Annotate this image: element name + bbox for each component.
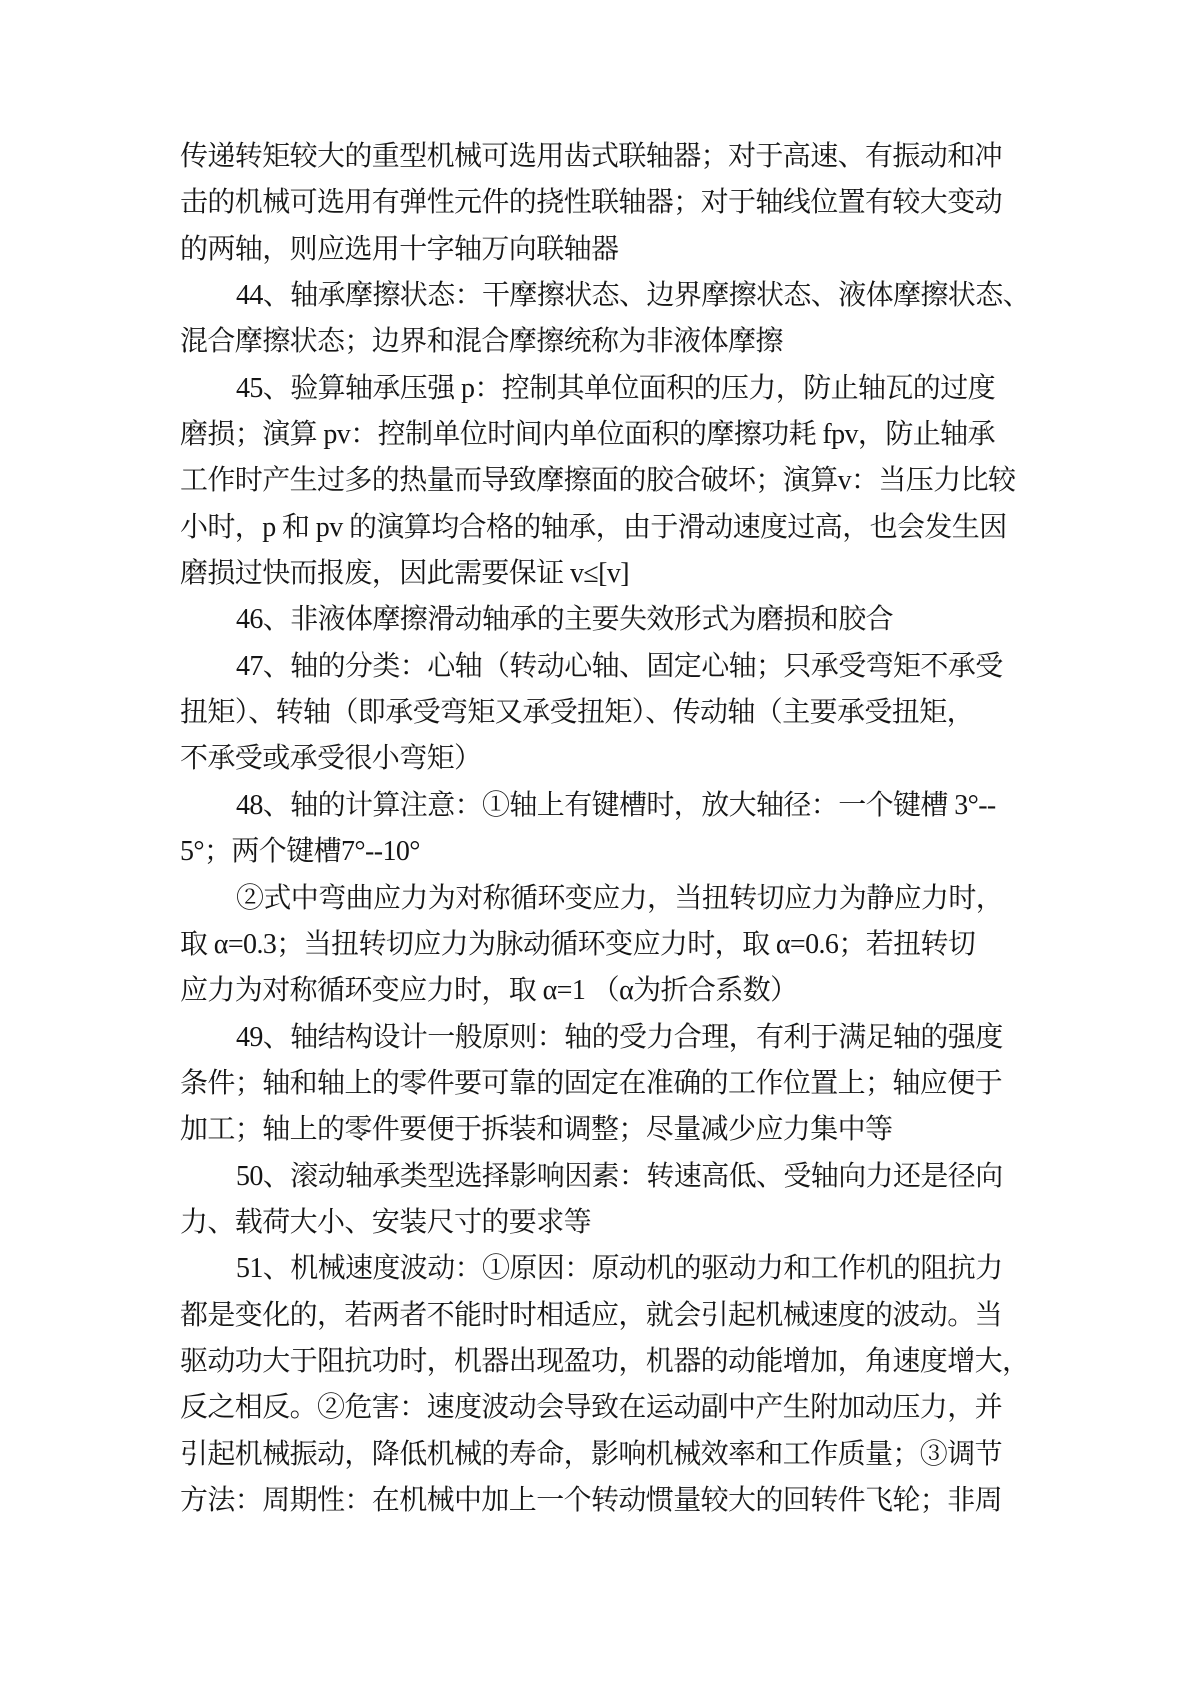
- text-line: ②式中弯曲应力为对称循环变应力，当扭转切应力为静应力时，: [236, 882, 1004, 914]
- text-line: 的两轴，则应选用十字轴万向联轴器: [180, 233, 619, 265]
- text-line: 都是变化的，若两者不能时时相适应，就会引起机械速度的波动。当: [180, 1299, 1003, 1331]
- text-line: 磨损；演算 pv：控制单位时间内单位面积的摩擦功耗 fpv，防止轴承: [180, 419, 995, 451]
- text-line: 44、轴承摩擦状态：干摩擦状态、边界摩擦状态、液体摩擦状态、: [236, 280, 1031, 312]
- text-line: 磨损过快而报废，因此需要保证 v≤[v]: [180, 558, 630, 590]
- text-line: 49、轴结构设计一般原则：轴的受力合理，有利于满足轴的强度: [236, 1021, 1003, 1053]
- text-line: 51、机械速度波动：①原因：原动机的驱动力和工作机的阻抗力: [236, 1253, 1003, 1285]
- text-line: 力、载荷大小、安装尺寸的要求等: [180, 1206, 592, 1238]
- text-line: 工作时产生过多的热量而导致摩擦面的胶合破坏；演算v：当压力比较: [180, 465, 1016, 497]
- text-line: 条件；轴和轴上的零件要可靠的固定在准确的工作位置上；轴应便于: [180, 1067, 1003, 1099]
- text-line: 方法：周期性：在机械中加上一个转动惯量较大的回转件飞轮；非周: [180, 1484, 1003, 1516]
- text-line: 混合摩擦状态；边界和混合摩擦统称为非液体摩擦: [180, 326, 783, 358]
- text-line: 46、非液体摩擦滑动轴承的主要失效形式为磨损和胶合: [236, 604, 894, 636]
- text-line: 不承受或承受很小弯矩）: [180, 743, 482, 775]
- text-line: 48、轴的计算注意：①轴上有键槽时，放大轴径：一个键槽 3°--: [236, 789, 996, 821]
- text-line: 反之相反。②危害：速度波动会导致在运动副中产生附加动压力，并: [180, 1392, 1003, 1424]
- text-line: 扭矩）、转轴（即承受弯矩又承受扭矩）、传动轴（主要承受扭矩，: [180, 697, 975, 729]
- text-line: 应力为对称循环变应力时，取 α=1 （α为折合系数）: [180, 975, 798, 1007]
- text-line: 加工；轴上的零件要便于拆装和调整；尽量减少应力集中等: [180, 1114, 893, 1146]
- text-line: 45、验算轴承压强 p：控制其单位面积的压力，防止轴瓦的过度: [236, 372, 996, 404]
- text-line: 取 α=0.3；当扭转切应力为脉动循环变应力时，取 α=0.6；若扭转切: [180, 928, 976, 960]
- text-line: 引起机械振动，降低机械的寿命，影响机械效率和工作质量；③调节: [180, 1438, 1003, 1470]
- text-line: 47、轴的分类：心轴（转动心轴、固定心轴；只承受弯矩不承受: [236, 650, 1003, 682]
- text-line: 5°；两个键槽7°--10°: [180, 836, 420, 868]
- text-line: 小时，p 和 pv 的演算均合格的轴承，由于滑动速度过高，也会发生因: [180, 511, 1007, 543]
- text-line: 传递转矩较大的重型机械可选用齿式联轴器；对于高速、有振动和冲: [180, 141, 1003, 172]
- text-line: 50、滚动轴承类型选择影响因素：转速高低、受轴向力还是径向: [236, 1160, 1003, 1192]
- document-text-block: [180, 134, 1031, 1524]
- text-line: 击的机械可选用有弹性元件的挠性联轴器；对于轴线位置有较大变动: [180, 187, 1003, 219]
- text-line: 驱动功大于阻抗功时，机器出现盈功，机器的动能增加，角速度增大，: [180, 1345, 1030, 1377]
